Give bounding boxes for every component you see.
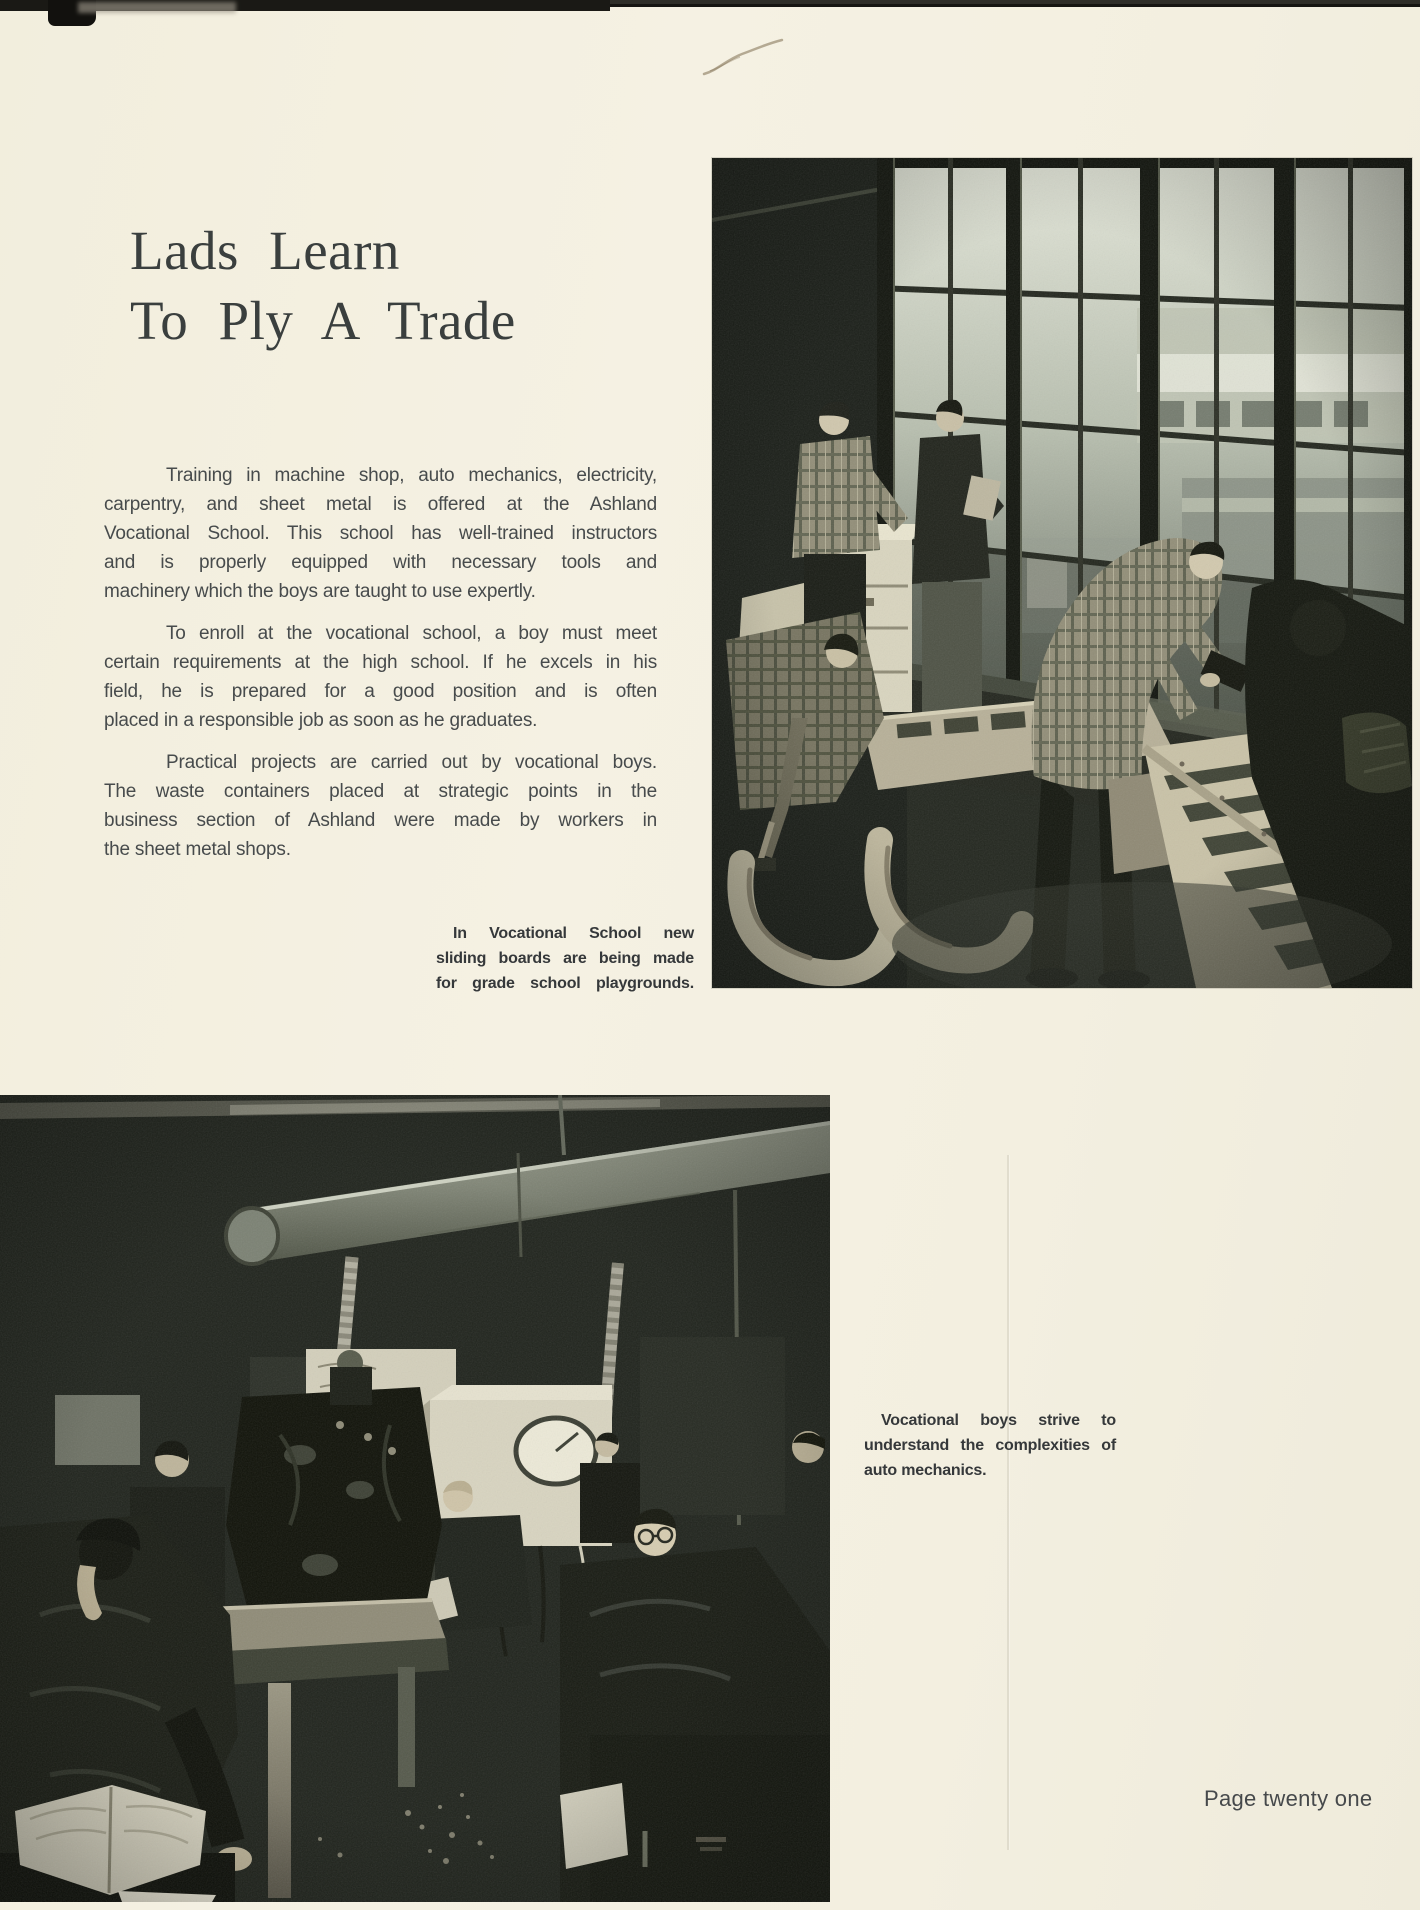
- paragraph-1: [104, 461, 657, 606]
- caption-line: for grade school playgrounds.: [436, 975, 694, 992]
- page-number: Page twenty one: [1204, 1786, 1373, 1811]
- paragraph-3: [104, 748, 657, 864]
- paragraph-2: [104, 619, 657, 735]
- caption-line: In Vocational School new: [453, 925, 694, 942]
- paper-crease-line: [1007, 1155, 1009, 1850]
- title-line-1: Lads Learn: [130, 220, 400, 281]
- text-line: placed in a responsible job as soon as he graduates.: [104, 710, 538, 731]
- caption-line: auto mechanics.: [864, 1462, 987, 1479]
- text-line: Practical projects are carried out by vocational boys.: [166, 752, 657, 773]
- text-line: the sheet metal shops.: [104, 839, 291, 860]
- text-line: To enroll at the vocational school, a boy must meet: [166, 623, 657, 644]
- page-title: [130, 216, 516, 356]
- title-line-2: To Ply A Trade: [130, 290, 516, 351]
- vocational-woodshop-photo: [712, 158, 1412, 988]
- text-line: and is properly equipped with necessary tools and: [104, 552, 657, 573]
- text-line: machinery which the boys are taught to use expertly.: [104, 581, 536, 602]
- body-copy: [104, 461, 657, 877]
- caption-line: understand the complexities of: [864, 1437, 1116, 1454]
- text-line: field, he is prepared for a good position and is often: [104, 681, 657, 702]
- text-line: certain requirements at the high school. If he excels in his: [104, 652, 657, 673]
- auto-mechanics-photo: [0, 1095, 830, 1902]
- text-line: carpentry, and sheet metal is offered at the Ashland: [104, 494, 657, 515]
- caption-line: Vocational boys strive to: [881, 1412, 1116, 1429]
- caption-top-photo: [436, 921, 694, 996]
- text-line: The waste containers placed at strategic points in the: [104, 781, 657, 802]
- text-line: Training in machine shop, auto mechanics, electricity,: [166, 465, 657, 486]
- text-line: Vocational School. This school has well-trained instructors: [104, 523, 657, 544]
- pencil-mark: [690, 30, 800, 90]
- text-line: business section of Ashland were made by workers in: [104, 810, 657, 831]
- caption-bottom-photo: [864, 1408, 1116, 1483]
- caption-line: sliding boards are being made: [436, 950, 694, 967]
- scan-edge-strip-right: [610, 0, 1420, 4]
- scan-edge-smudge: [78, 2, 236, 13]
